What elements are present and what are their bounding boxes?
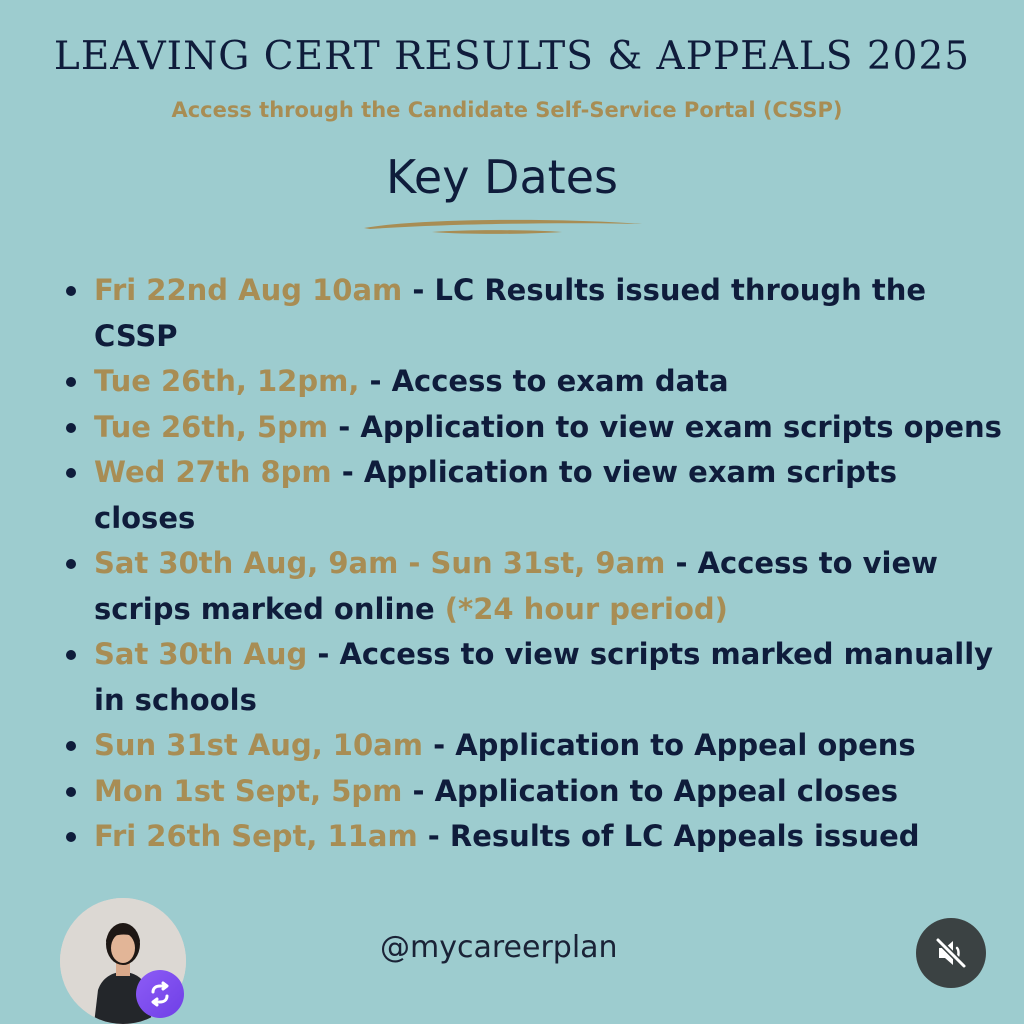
key-date-item — [62, 359, 1002, 405]
page-title: LEAVING CERT RESULTS & APPEALS 2025 — [53, 34, 971, 79]
bullet-icon — [66, 832, 76, 842]
bullet-icon — [66, 559, 76, 569]
date-when: Tue 26th, 12pm, — [94, 364, 360, 398]
key-date-item — [62, 405, 1002, 451]
date-description: - Results of LC Appeals issued — [417, 819, 920, 853]
key-date-item — [62, 268, 1002, 359]
date-when: Tue 26th, 5pm — [94, 409, 329, 444]
key-dates-list — [62, 268, 1002, 860]
date-description: - Application to Appeal closes — [402, 773, 899, 808]
date-description: - Application to view exam scripts opens — [328, 409, 1002, 444]
date-when: Wed 27th 8pm — [94, 455, 332, 489]
date-description: - Application to view exam scripts closes — [94, 455, 898, 535]
date-when: Mon 1st Sept, 5pm — [94, 773, 403, 808]
decorative-underline — [362, 216, 644, 238]
key-date-item — [62, 541, 1002, 632]
date-when: Sat 30th Aug, 9am - Sun 31st, 9am — [94, 546, 666, 580]
date-when: Sun 31st Aug, 10am — [94, 728, 423, 762]
date-description: - LC Results issued through the CSSP — [94, 273, 927, 353]
date-description: - Application to Appeal opens — [422, 728, 916, 762]
key-date-item — [62, 632, 1002, 723]
repost-arrows-icon — [147, 981, 173, 1007]
bullet-icon — [66, 377, 76, 387]
key-date-item — [62, 769, 1002, 815]
section-heading: Key Dates — [386, 150, 618, 204]
bullet-icon — [66, 468, 76, 478]
date-note: (*24 hour period) — [444, 591, 728, 626]
bullet-icon — [66, 650, 76, 660]
key-date-item — [62, 723, 1002, 769]
date-when: Fri 26th Sept, 11am — [94, 819, 418, 853]
date-description: - Access to view scripts marked manually in schools — [94, 637, 994, 717]
page-subtitle: Access through the Candidate Self-Service Portal (CSSP) — [171, 98, 843, 122]
repost-icon[interactable] — [136, 970, 184, 1018]
bullet-icon — [66, 286, 76, 296]
date-when: Sat 30th Aug — [94, 637, 308, 671]
mute-icon — [933, 935, 969, 971]
date-when: Fri 22nd Aug 10am — [94, 273, 403, 307]
bullet-icon — [66, 741, 76, 751]
mute-button[interactable] — [916, 918, 986, 988]
bullet-icon — [66, 787, 76, 797]
key-date-item — [62, 814, 1002, 860]
bullet-icon — [66, 423, 76, 433]
account-handle: @mycareerplan — [380, 930, 618, 965]
key-date-item — [62, 450, 1002, 541]
date-description: - Access to exam data — [359, 364, 729, 398]
date-description: - Access to view scrips marked online — [94, 546, 938, 626]
